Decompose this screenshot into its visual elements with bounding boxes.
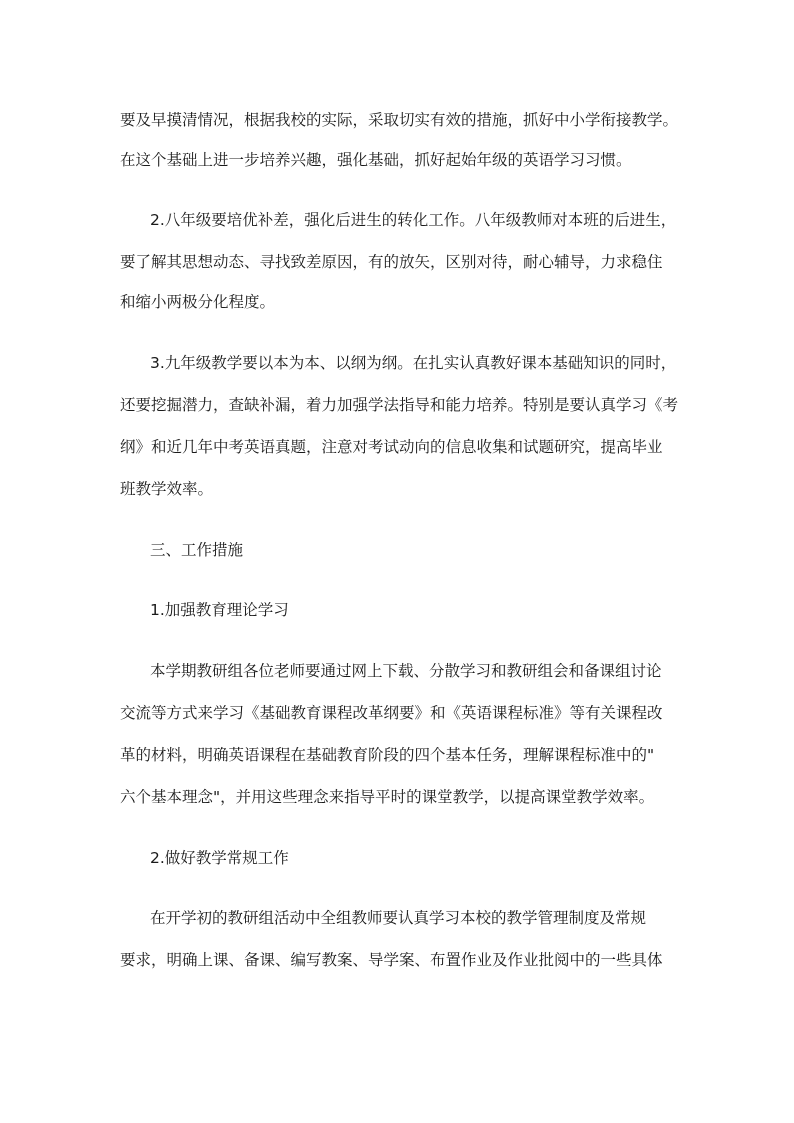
paragraph-line: 交流等方式来学习《基础教育课程改革纲要》和《英语课程标准》等有关课程改 [120,704,663,722]
paragraph-line: 还要挖掘潜力，查缺补漏，着力加强学法指导和能力培养。特别是要认真学习《考 [120,396,679,414]
paragraph-line: 3.九年级教学要以本为本、以纲为纲。在扎实认真教好课本基础知识的同时， [150,354,677,372]
paragraph-line: 在开学初的教研组活动中全组教师要认真学习本校的教学管理制度及常规 [150,909,647,927]
paragraph-line: 2.八年级要培优补差，强化后进生的转化工作。八年级教师对本班的后进生， [150,211,677,229]
paragraph-line: 要求，明确上课、备课、编写教案、导学案、布置作业及作业批阅中的一些具体 [120,951,663,969]
paragraph-line: 革的材料，明确英语课程在基础教育阶段的四个基本任务，理解课程标准中的" [120,746,655,764]
paragraph-line: 本学期教研组各位老师要通过网上下载、分散学习和教研组会和备课组讨论 [150,662,662,680]
subsection-heading: 2.做好教学常规工作 [150,849,289,867]
paragraph-line: 要了解其思想动态、寻找致差原因，有的放矢，区别对待，耐心辅导，力求稳住 [120,253,663,271]
paragraph-line: 和缩小两极分化程度。 [120,293,276,311]
paragraph-line: 纲》和近几年中考英语真题，注意对考试动向的信息收集和试题研究，提高毕业 [120,438,663,456]
section-heading: 三、工作措施 [150,541,244,559]
paragraph-line: 六个基本理念"，并用这些理念来指导平时的课堂教学，以提高课堂教学效率。 [120,788,655,806]
subsection-heading: 1.加强教育理论学习 [150,601,289,619]
paragraph-line: 在这个基础上进一步培养兴趣，强化基础，抓好起始年级的英语学习习惯。 [120,151,632,169]
paragraph-line: 要及早摸清情况，根据我校的实际，采取切实有效的措施，抓好中小学衔接教学。 [120,111,679,129]
paragraph-line: 班教学效率。 [120,480,214,498]
